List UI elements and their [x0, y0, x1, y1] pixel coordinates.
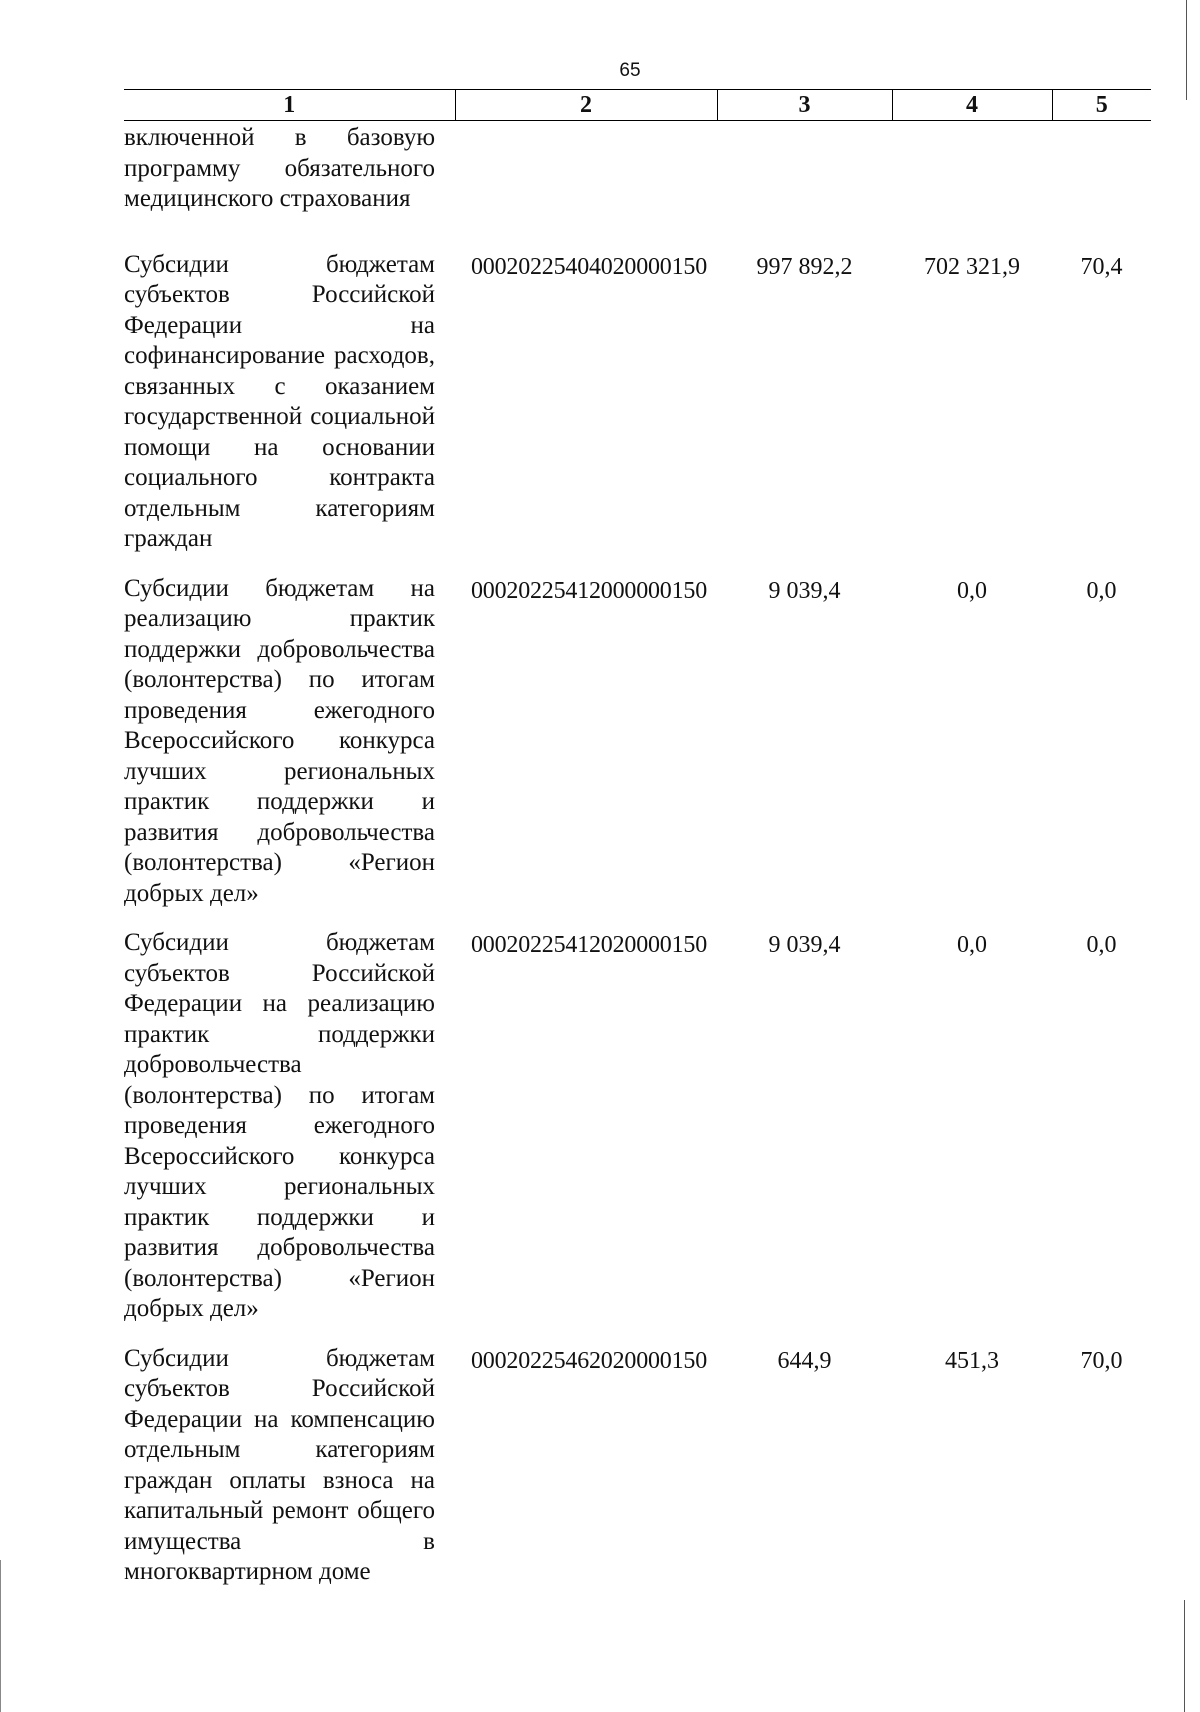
row-value-col5: 0,0: [1086, 577, 1117, 604]
table-header-row: [124, 90, 1151, 121]
row-value-col4: 0,0: [957, 932, 987, 958]
row-value-col4: 702 321,9: [924, 253, 1020, 280]
row-name: Субсидии бюджетам на реализацию практик поддержки добровольчества (волонтерства) по итогам проведения ежегодного Всероссийского конкурса лучших региональных практик поддержки и развития добровольчества (волонтерства) «Регион добрых дел»: [124, 574, 435, 907]
row-name: Субсидии бюджетам субъектов Российской Федерации на компенсацию отдельным категориям граждан оплаты взноса на капитальный ремонт общего имущества в многоквартирном доме: [124, 1344, 435, 1585]
table-row: [124, 250, 1151, 574]
row-name-continuation: включенной в базовую программу обязательного медицинского страхования: [124, 124, 435, 212]
row-value-col3: 644,9: [777, 1347, 832, 1374]
row-value-col5: 0,0: [1086, 932, 1117, 958]
scan-margin-line: [0, 1560, 1, 1712]
page-number: 65: [619, 60, 641, 81]
table-row: [124, 1344, 1151, 1607]
row-value-col3: 997 892,2: [756, 253, 853, 280]
row-value-col4: 0,0: [957, 577, 987, 604]
row-value-col5: 70,0: [1080, 1347, 1123, 1374]
column-header-3: 3: [717, 90, 892, 121]
budget-table: [124, 89, 1151, 1607]
table-row: [124, 574, 1151, 929]
row-value-col3: 9 039,4: [768, 932, 841, 958]
column-header-2: 2: [455, 90, 717, 121]
scan-margin-line: [1186, 0, 1187, 100]
row-code: 00020225412000000150: [471, 577, 708, 604]
row-code: 00020225412020000150: [471, 932, 708, 958]
row-value-col5: 70,4: [1080, 253, 1123, 280]
scan-margin-line: [1184, 1600, 1185, 1712]
row-name: Субсидии бюджетам субъектов Российской Федерации на софинансирование расходов, связанных с оказанием государственной социальной помощи на основании социального контракта отдельным категориям граждан: [124, 250, 435, 552]
column-header-5: 5: [1052, 90, 1151, 121]
row-value-col4: 451,3: [945, 1347, 999, 1374]
row-code: 00020225404020000150: [471, 253, 708, 280]
column-header-1: 1: [124, 90, 455, 121]
row-name: Субсидии бюджетам субъектов Российской Федерации на реализацию практик поддержки добровольчества (волонтерства) по итогам проведения ежегодного Всероссийского конкурса лучших региональных практик поддержки и развития добровольчества (волонтерства) «Регион добрых дел»: [124, 929, 435, 1322]
row-value-col3: 9 039,4: [768, 577, 841, 604]
column-header-4: 4: [892, 90, 1052, 121]
table-row-continuation: [124, 121, 1151, 250]
row-code: 00020225462020000150: [471, 1347, 708, 1374]
table-row: [124, 928, 1151, 1344]
